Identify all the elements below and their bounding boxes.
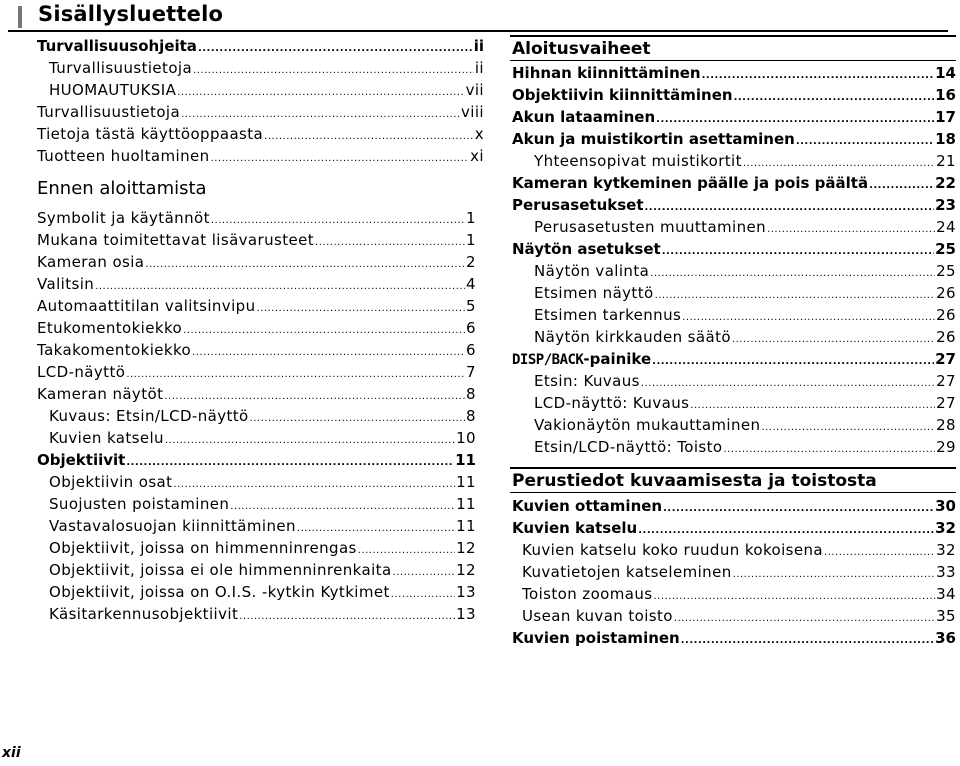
toc-entry[interactable]: Objektiivit, joissa ei ole himmenninrenkaita ..... 12 xyxy=(49,559,476,581)
toc-entry[interactable]: Akun ja muistikortin asettaminen ..... 18 xyxy=(512,128,956,150)
toc-entry[interactable]: Etsin: Kuvaus ..... 27 xyxy=(534,370,956,392)
toc-entry[interactable]: Valitsin ..... 4 xyxy=(37,273,476,295)
toc-entry[interactable]: Objektiivit ..... 11 xyxy=(37,449,476,471)
page-number: xii xyxy=(2,745,21,761)
toc-entry[interactable]: Mukana toimitettavat lisävarusteet ..... 1 xyxy=(37,229,476,251)
toc-entry[interactable]: Kuvien ottaminen ..... 30 xyxy=(512,495,956,517)
section-title: Perustiedot kuvaamisesta ja toistosta xyxy=(510,467,956,493)
toc-entry[interactable]: Kameran kytkeminen päälle ja pois päältä ..... 22 xyxy=(512,172,956,194)
toc-entry[interactable]: Kuvaus: Etsin/LCD-näyttö ..... 8 xyxy=(49,405,476,427)
toc-entry[interactable]: Symbolit ja käytännöt ..... 1 xyxy=(37,207,476,229)
toc-entry[interactable]: DISP/BACK -painike ..... 27 xyxy=(512,348,956,370)
toc-entry[interactable]: Kameran osia ..... 2 xyxy=(37,251,476,273)
toc-entry[interactable]: Suojusten poistaminen ..... 11 xyxy=(49,493,476,515)
toc-entry[interactable]: Objektiivit, joissa on himmenninrengas ..... 12 xyxy=(49,537,476,559)
toc-entry[interactable]: Objektiivin osat ..... 11 xyxy=(49,471,476,493)
page-title-bar xyxy=(8,0,948,32)
toc-entry[interactable]: Etukomentokiekko ..... 6 xyxy=(37,317,476,339)
toc-entry[interactable]: Etsin/LCD-näyttö: Toisto ..... 29 xyxy=(534,436,956,458)
title-accent-bar xyxy=(18,6,22,28)
section-title: Ennen aloittamista xyxy=(37,178,207,199)
toc-entry[interactable]: Käsitarkennusobjektiivit ..... 13 xyxy=(49,603,476,625)
toc-entry[interactable]: Näytön asetukset ..... 25 xyxy=(512,238,956,260)
toc-entry[interactable]: Usean kuvan toisto ..... 35 xyxy=(522,605,956,627)
toc-entry[interactable]: Hihnan kiinnittäminen ..... 14 xyxy=(512,62,956,84)
toc-entry[interactable]: Kuvien katselu ..... 32 xyxy=(512,517,956,539)
toc-entry[interactable]: Akun lataaminen ..... 17 xyxy=(512,106,956,128)
toc-entry[interactable]: Perusasetukset ..... 23 xyxy=(512,194,956,216)
toc-entry[interactable]: HUOMAUTUKSIA ..... vii xyxy=(49,79,484,101)
toc-entry[interactable]: Tuotteen huoltaminen ..... xi xyxy=(37,145,484,167)
toc-entry[interactable]: Kuvien katselu ..... 10 xyxy=(49,427,476,449)
toc-entry[interactable]: LCD-näyttö: Kuvaus ..... 27 xyxy=(534,392,956,414)
toc-entry[interactable]: Yhteensopivat muistikortit ..... 21 xyxy=(534,150,956,172)
toc-entry[interactable]: Kameran näytöt ..... 8 xyxy=(37,383,476,405)
toc-entry[interactable]: LCD-näyttö ..... 7 xyxy=(37,361,476,383)
toc-entry[interactable]: Turvallisuusohjeita ..... ii xyxy=(37,35,484,57)
toc-entry[interactable]: Kuvien katselu koko ruudun kokoisena ..... 32 xyxy=(522,539,956,561)
section-title: Aloitusvaiheet xyxy=(510,35,956,61)
toc-entry[interactable]: Toiston zoomaus ..... 34 xyxy=(522,583,956,605)
toc-entry[interactable]: Vastavalosuojan kiinnittäminen ..... 11 xyxy=(49,515,476,537)
toc-entry[interactable]: Näytön valinta ..... 25 xyxy=(534,260,956,282)
toc-entry[interactable]: Näytön kirkkauden säätö ..... 26 xyxy=(534,326,956,348)
toc-entry[interactable]: Perusasetusten muuttaminen ..... 24 xyxy=(534,216,956,238)
toc-entry[interactable]: Vakionäytön mukauttaminen ..... 28 xyxy=(534,414,956,436)
toc-entry[interactable]: Etsimen näyttö ..... 26 xyxy=(534,282,956,304)
toc-entry[interactable]: Automaattitilan valitsinvipu ..... 5 xyxy=(37,295,476,317)
toc-entry[interactable]: Objektiivin kiinnittäminen ..... 16 xyxy=(512,84,956,106)
toc-entry[interactable]: Tietoja tästä käyttöoppaasta ..... x xyxy=(37,123,484,145)
toc-entry[interactable]: Etsimen tarkennus ..... 26 xyxy=(534,304,956,326)
page-title: Sisällysluettelo xyxy=(38,2,224,26)
toc-entry[interactable]: Takakomentokiekko ..... 6 xyxy=(37,339,476,361)
toc-entry[interactable]: Objektiivit, joissa on O.I.S. -kytkin Kytkimet ..... 13 xyxy=(49,581,476,603)
toc-entry[interactable]: Turvallisuustietoja ..... ii xyxy=(49,57,484,79)
toc-entry[interactable]: Turvallisuustietoja ..... viii xyxy=(37,101,484,123)
toc-entry[interactable]: Kuvatietojen katseleminen ..... 33 xyxy=(522,561,956,583)
toc-entry[interactable]: Kuvien poistaminen ..... 36 xyxy=(512,627,956,649)
